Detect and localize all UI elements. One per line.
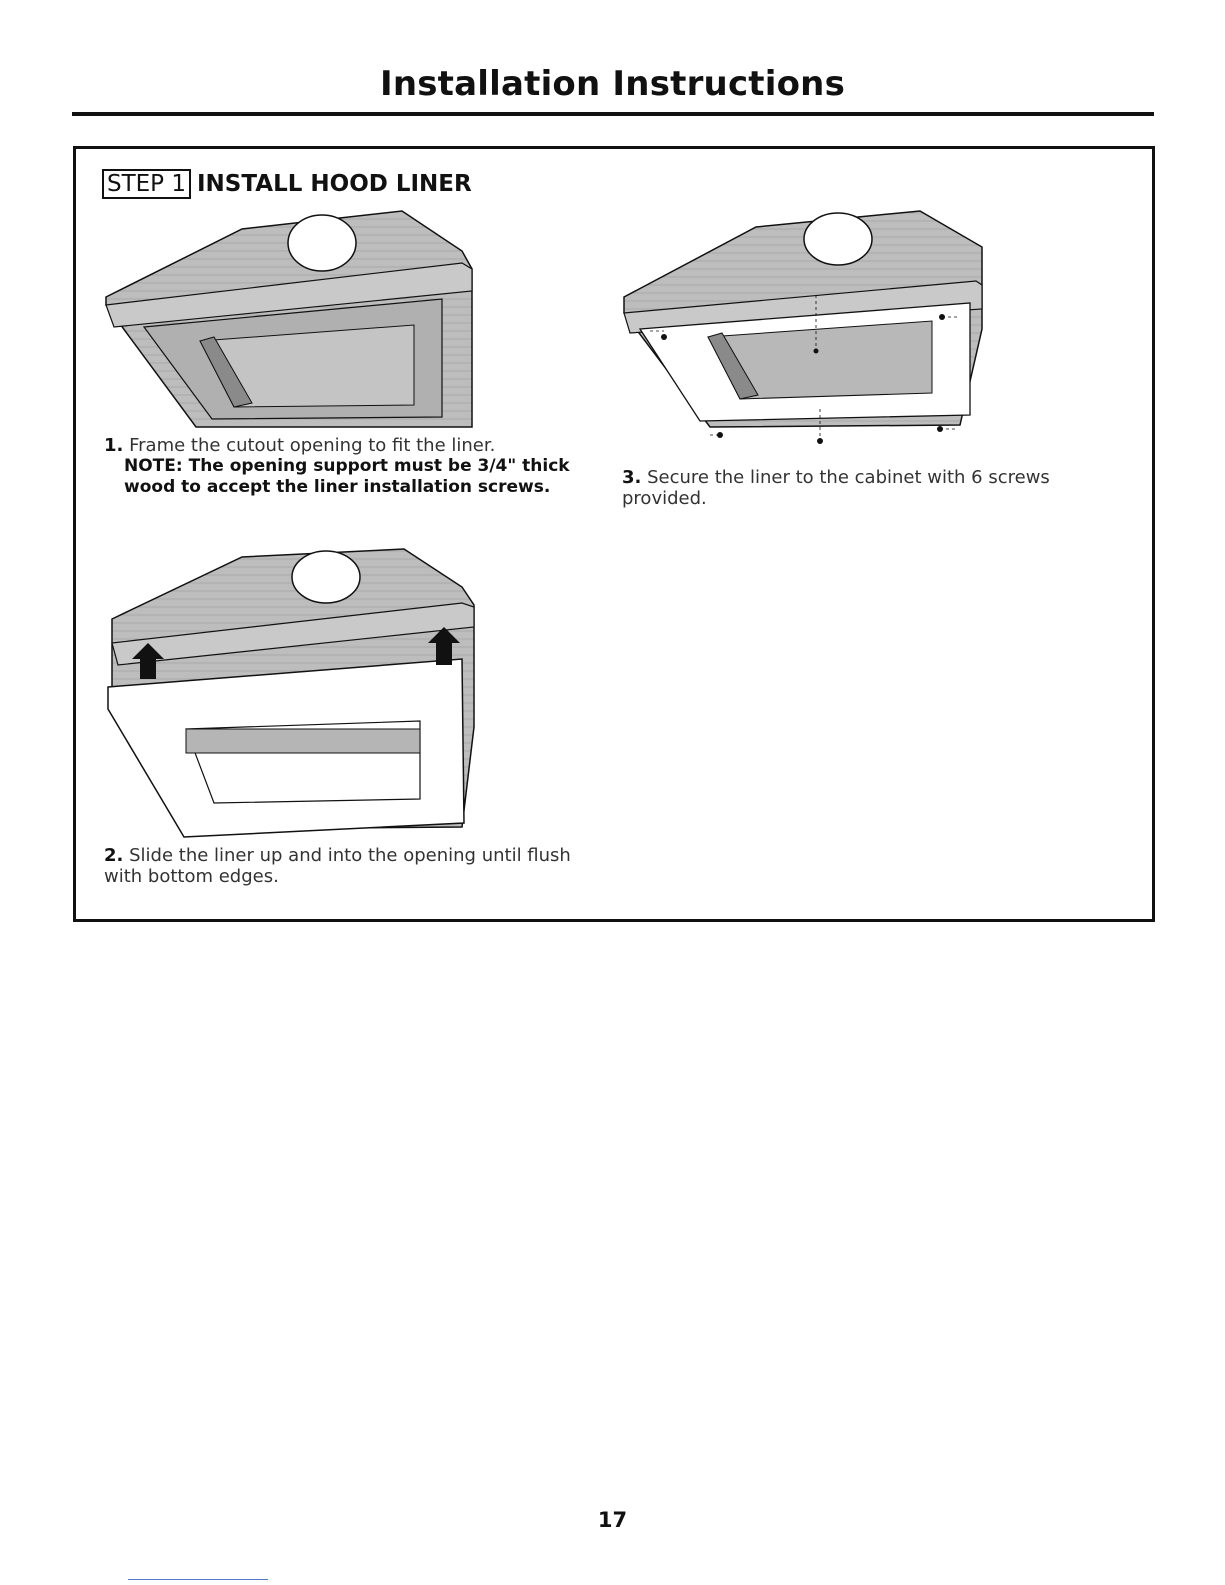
step-heading (102, 169, 472, 199)
step-panel (73, 146, 1155, 922)
illustration-slide-liner (102, 547, 492, 847)
instruction-number: 3. (622, 467, 642, 488)
instruction-note: NOTE: The opening support must be 3/4" thick wood to accept the liner installation screws. (124, 456, 570, 497)
page-title: Installation Instructions (379, 64, 846, 104)
step-title: INSTALL HOOD LINER (197, 171, 472, 197)
title-divider (72, 112, 1154, 116)
footer-line (128, 1579, 268, 1580)
instruction-text: Frame the cutout opening to fit the liner. (129, 435, 496, 456)
instruction-1 (104, 435, 574, 498)
instruction-3 (622, 467, 1102, 509)
instruction-text: Slide the liner up and into the opening until flush with bottom edges. (104, 845, 571, 887)
instruction-text: Secure the liner to the cabinet with 6 screws provided. (622, 467, 1050, 509)
illustration-framed-opening (102, 207, 482, 437)
instruction-number: 1. (104, 435, 124, 456)
instruction-2 (104, 845, 574, 887)
instruction-number: 2. (104, 845, 124, 866)
step-tag: STEP 1 (102, 169, 191, 199)
page-number: 17 (597, 1508, 628, 1532)
illustration-secure-liner (620, 209, 1000, 449)
